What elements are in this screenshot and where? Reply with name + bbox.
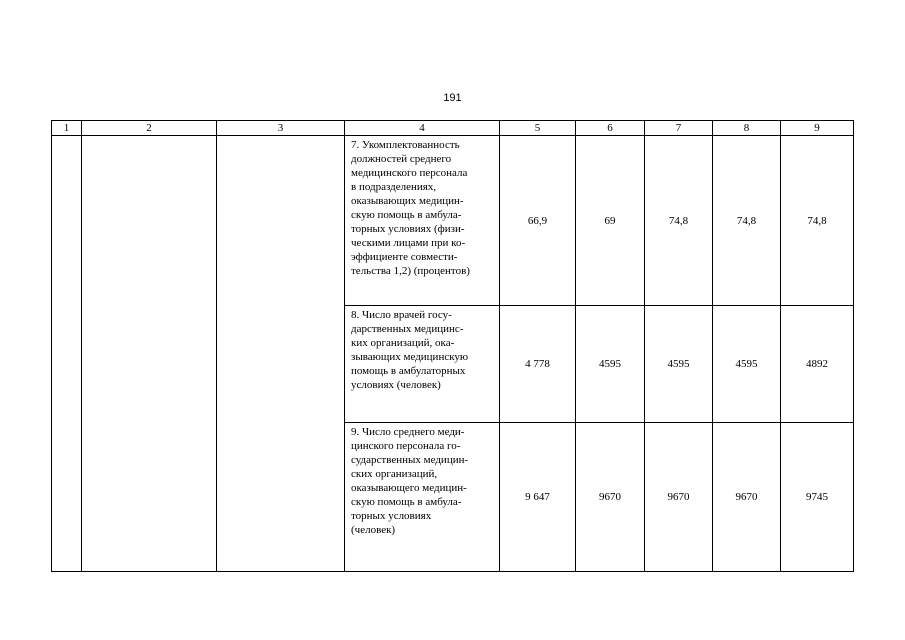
value-cell: 4892: [781, 306, 854, 423]
value-cell: 9670: [576, 423, 645, 572]
indicator-line: цинского персонала го-: [351, 440, 461, 452]
indicator-line: скую помощь в амбула-: [351, 496, 462, 508]
value-cell: 74,8: [645, 136, 713, 306]
indicator-line: ческими лицами при ко-: [351, 237, 466, 249]
indicator-line: ских организаций,: [351, 468, 438, 480]
header-cell: 3: [217, 121, 345, 136]
indicator-line: оказывающих медицин-: [351, 195, 464, 207]
header-cell: 8: [713, 121, 781, 136]
empty-cell-col2: [82, 136, 217, 572]
indicator-line: торных условиях (физи-: [351, 223, 465, 235]
value-cell: 4595: [645, 306, 713, 423]
indicator-line: должностей среднего: [351, 153, 452, 165]
indicator-line: медицинского персонала: [351, 167, 468, 179]
value-cell: 9745: [781, 423, 854, 572]
indicator-line: скую помощь в амбула-: [351, 209, 462, 221]
value-cell: 66,9: [500, 136, 576, 306]
indicator-line: 9. Число среднего меди-: [351, 426, 465, 438]
indicators-table: [51, 120, 854, 572]
indicator-line: тельства 1,2) (процентов): [351, 265, 470, 277]
indicator-line: сударственных медицин-: [351, 454, 469, 466]
header-cell: 7: [645, 121, 713, 136]
indicator-line: 8. Число врачей госу-: [351, 309, 452, 321]
indicator-line: 7. Укомплектованность: [351, 139, 460, 151]
indicator-line: оказывающего медицин-: [351, 482, 467, 494]
value-cell: 9670: [713, 423, 781, 572]
header-row: [52, 121, 854, 136]
indicator-line: условиях (человек): [351, 379, 441, 391]
value-cell: 69: [576, 136, 645, 306]
value-cell: 4 778: [500, 306, 576, 423]
indicator-line: дарственных медицинс-: [351, 323, 464, 335]
indicator-line: в подразделениях,: [351, 181, 437, 193]
indicator-cell: [345, 136, 500, 306]
header-cell: 1: [52, 121, 82, 136]
value-cell: 4595: [713, 306, 781, 423]
indicator-line: зывающих медицинскую: [351, 351, 469, 363]
indicator-line: (человек): [351, 524, 396, 536]
header-cell: 5: [500, 121, 576, 136]
indicator-line: ких организаций, ока-: [351, 337, 455, 349]
value-cell: 74,8: [781, 136, 854, 306]
value-cell: 74,8: [713, 136, 781, 306]
table-row: [52, 136, 854, 306]
page-number: 191: [443, 92, 462, 104]
header-cell: 9: [781, 121, 854, 136]
indicator-cell: [345, 306, 500, 423]
value-cell: 4595: [576, 306, 645, 423]
value-cell: 9 647: [500, 423, 576, 572]
indicator-line: эффициенте совмести-: [351, 251, 458, 263]
indicator-line: помощь в амбулаторных: [351, 365, 466, 377]
empty-cell-col1: [52, 136, 82, 572]
empty-cell-col3: [217, 136, 345, 572]
value-cell: 9670: [645, 423, 713, 572]
header-cell: 4: [345, 121, 500, 136]
header-cell: 6: [576, 121, 645, 136]
indicator-cell: [345, 423, 500, 572]
indicator-line: торных условиях: [351, 510, 432, 522]
header-cell: 2: [82, 121, 217, 136]
